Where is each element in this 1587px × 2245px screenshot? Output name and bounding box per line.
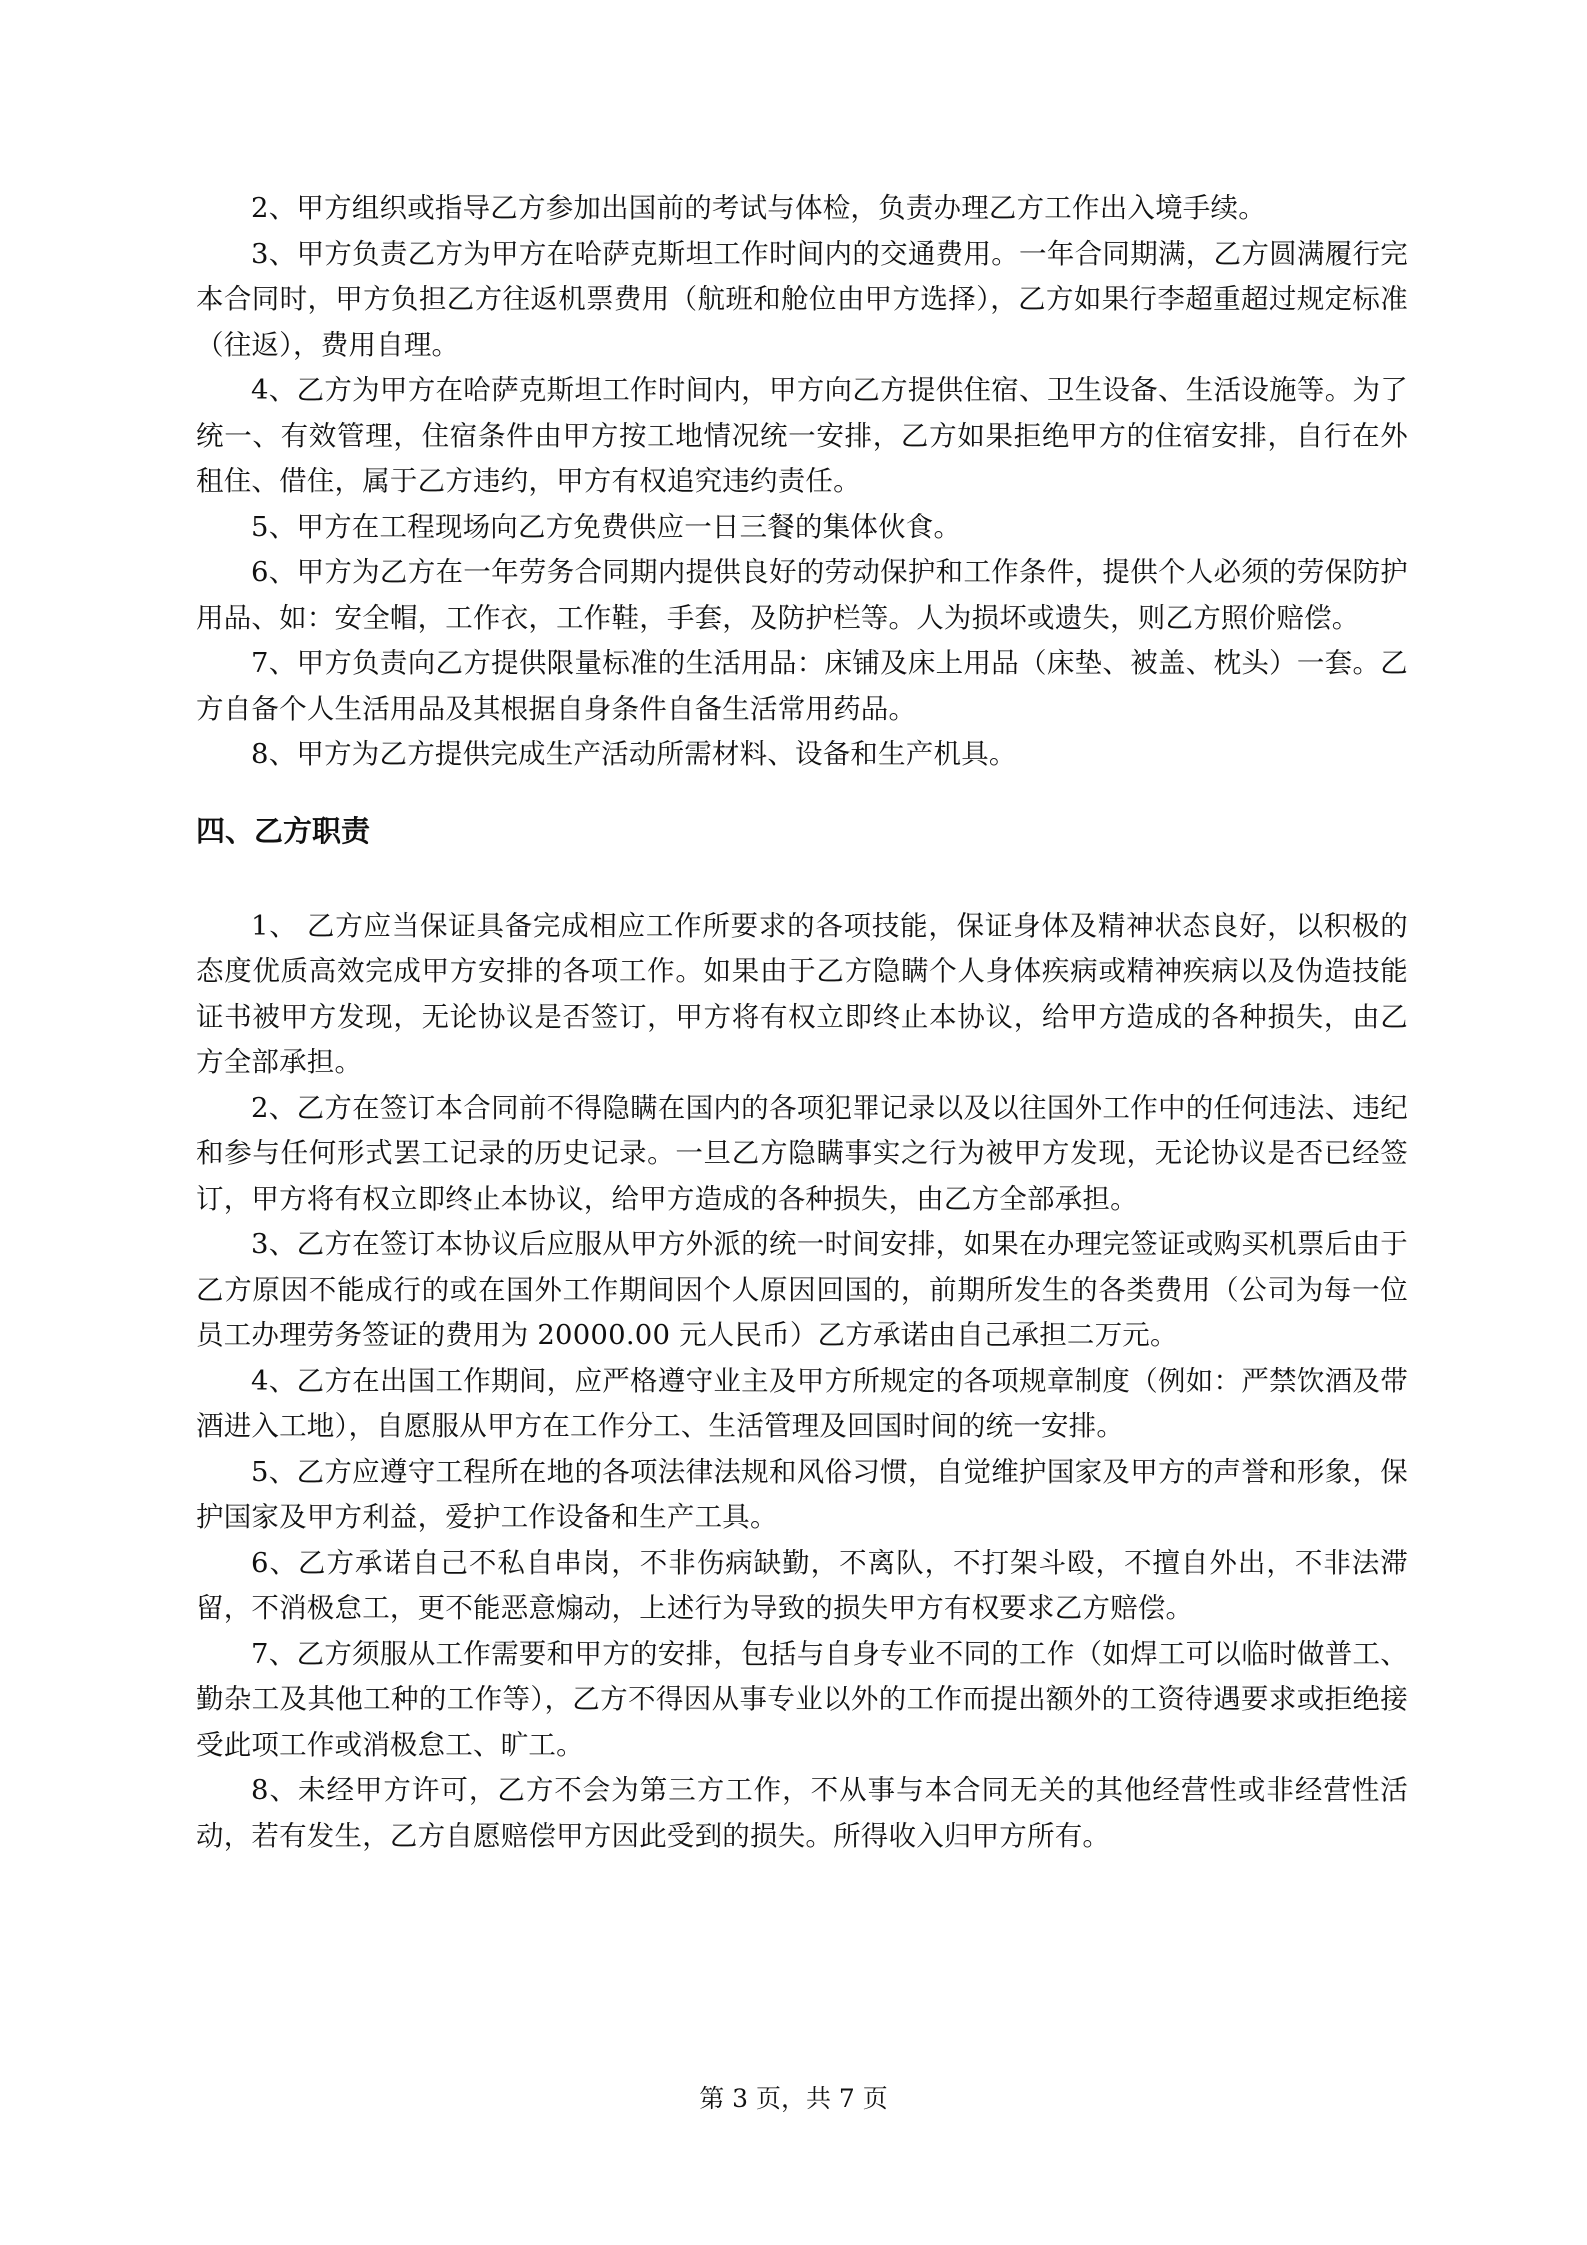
section4-item-6: 6、乙方承诺自己不私自串岗，不非伤病缺勤，不离队，不打架斗殴，不擅自外出，不非法滞留，不消极怠工，更不能恶意煽动，上述行为导致的损失甲方有权要求乙方赔偿。 <box>196 1546 1408 1624</box>
section3-item-3: 3、甲方负责乙方为甲方在哈萨克斯坦工作时间内的交通费用。一年合同期满，乙方圆满履行完本合同时，甲方负担乙方往返机票费用（航班和舱位由甲方选择），乙方如果行李超重超过规定标准（往返），费用自理。 <box>196 237 1408 361</box>
section3-item-8: 8、甲方为乙方提供完成生产活动所需材料、设备和生产机具。 <box>251 738 1017 770</box>
section4-heading: 四、乙方职责 <box>196 813 371 848</box>
section4-item-3: 3、乙方在签订本协议后应服从甲方外派的统一时间安排，如果在办理完签证或购买机票后由于乙方原因不能成行的或在国外工作期间因个人原因回国的，前期所发生的各类费用（公司为每一位员工办理劳务签证的费用为 20000.00 元人民币）乙方承诺由自己承担二万元。 <box>196 1228 1408 1351</box>
page-number-footer: 第 3 页，共 7 页 <box>699 2084 888 2113</box>
section3-item-4: 4、乙方为甲方在哈萨克斯坦工作时间内，甲方向乙方提供住宿、卫生设备、生活设施等。为了统一、有效管理，住宿条件由甲方按工地情况统一安排，乙方如果拒绝甲方的住宿安排，自行在外租住、借住，属于乙方违约，甲方有权追究违约责任。 <box>196 374 1408 497</box>
section4-item-2: 2、乙方在签订本合同前不得隐瞒在国内的各项犯罪记录以及以往国外工作中的任何违法、违纪和参与任何形式罢工记录的历史记录。一旦乙方隐瞒事实之行为被甲方发现，无论协议是否已经签订，甲方将有权立即终止本协议，给甲方造成的各种损失，由乙方全部承担。 <box>196 1091 1408 1215</box>
document-body <box>196 186 1408 1859</box>
section4-item-4: 4、乙方在出国工作期间，应严格遵守业主及甲方所规定的各项规章制度（例如：严禁饮酒及带酒进入工地），自愿服从甲方在工作分工、生活管理及回国时间的统一安排。 <box>196 1364 1408 1442</box>
section3-item-5: 5、甲方在工程现场向乙方免费供应一日三餐的集体伙食。 <box>251 510 962 543</box>
section4-item-8: 8、未经甲方许可，乙方不会为第三方工作，不从事与本合同无关的其他经营性或非经营性活动，若有发生，乙方自愿赔偿甲方因此受到的损失。所得收入归甲方所有。 <box>196 1774 1408 1852</box>
section3-item-2: 2、甲方组织或指导乙方参加出国前的考试与体检，负责办理乙方工作出入境手续。 <box>251 192 1266 224</box>
section4-item-5: 5、乙方应遵守工程所在地的各项法律法规和风俗习惯，自觉维护国家及甲方的声誉和形象，保护国家及甲方利益，爱护工作设备和生产工具。 <box>196 1455 1408 1533</box>
spacer <box>196 778 1408 809</box>
section3-item-6: 6、甲方为乙方在一年劳务合同期内提供良好的劳动保护和工作条件，提供个人必须的劳保防护用品、如：安全帽，工作衣，工作鞋，手套，及防护栏等。人为损坏或遗失，则乙方照价赔偿。 <box>196 556 1408 634</box>
section4-item-1: 1、 乙方应当保证具备完成相应工作所要求的各项技能，保证身体及精神状态良好，以积极的态度优质高效完成甲方安排的各项工作。如果由于乙方隐瞒个人身体疾病或精神疾病以及伪造技能证书被甲方发现，无论协议是否签订，甲方将有权立即终止本协议，给甲方造成的各种损失，由乙方全部承担。 <box>196 909 1408 1078</box>
section3-item-7: 7、甲方负责向乙方提供限量标准的生活用品：床铺及床上用品（床垫、被盖、枕头）一套。乙方自备个人生活用品及其根据自身条件自备生活常用药品。 <box>196 647 1408 725</box>
section4-item-7: 7、乙方须服从工作需要和甲方的安排，包括与自身专业不同的工作（如焊工可以临时做普工、勤杂工及其他工种的工作等），乙方不得因从事专业以外的工作而提出额外的工资待遇要求或拒绝接受此项工作或消极怠工、旷工。 <box>196 1637 1408 1761</box>
spacer <box>196 854 1408 904</box>
